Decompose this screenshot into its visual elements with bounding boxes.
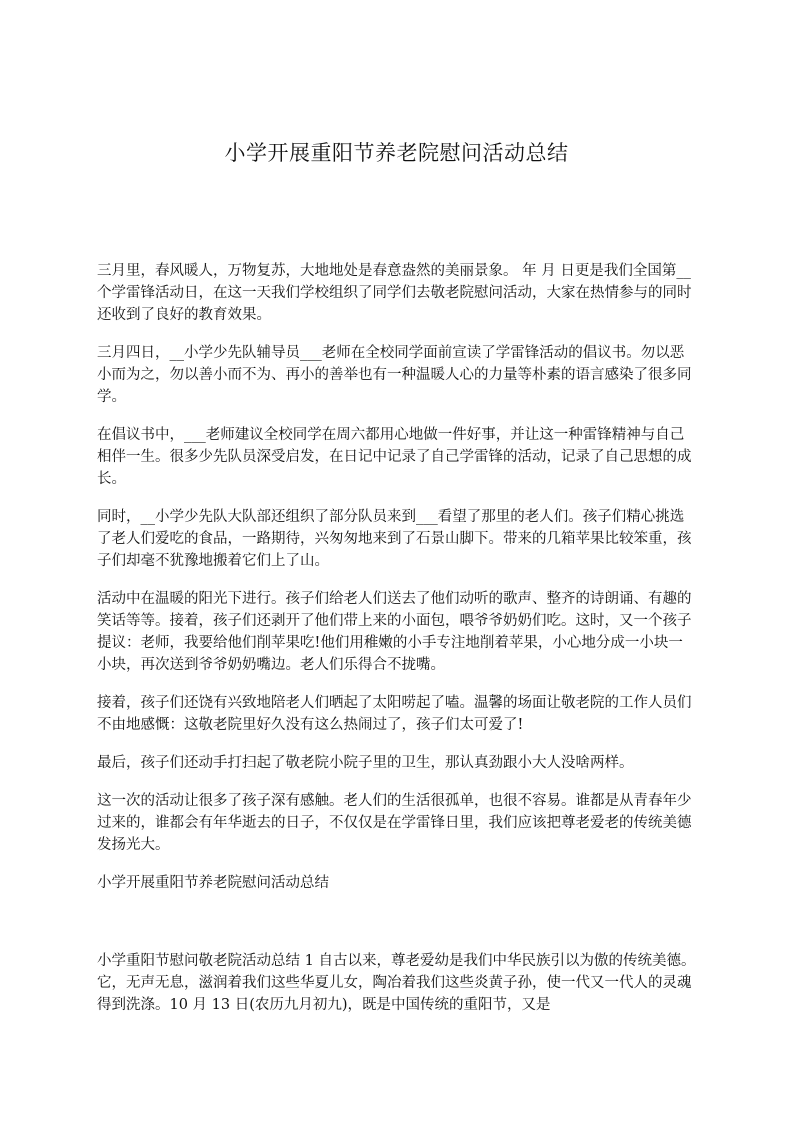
section-subtitle: 小学开展重阳节养老院慰问活动总结 [97,875,329,891]
paragraph-3: 在倡议书中，___老师建议全校同学在周六都用心地做一件好事，并让这一种雷锋精神与自己相伴一生。很多少先队员深受启发，在日记中记录了自己学雷锋的活动，记录了自己思想的成长。 [97,427,692,487]
paragraph-7: 最后，孩子们还动手打扫起了敬老院小院子里的卫生，那认真劲跟小大人没啥两样。 [97,755,634,771]
paragraph-6: 接着，孩子们还饶有兴致地陪老人们晒起了太阳唠起了嗑。温馨的场面让敬老院的工作人员们不由地感慨：这敬老院里好久没有这么热闹过了，孩子们太可爱了! [97,695,692,733]
paragraph-8: 这一次的活动让很多了孩子深有感触。老人们的生活很孤单，也很不容易。谁都是从青春年少过来的，谁都会有年华逝去的日子，不仅仅是在学雷锋日里，我们应该把尊老爱老的传统美德发扬光大。 [97,793,692,853]
document-title: 小学开展重阳节养老院慰问活动总结 [224,141,569,165]
paragraph-final: 小学重阳节慰问敬老院活动总结 1 自古以来，尊老爱幼是我们中华民族引以为傲的传统美德。它，无声无息，滋润着我们这些华夏儿女，陶冶着我们这些炎黄子孙，使一代又一代人的灵魂得到洗涤。10 月 13 日(农历九月初九)，既是中国传统的重阳节，又是 [97,953,696,1013]
document-body [97,260,697,1032]
paragraph-4: 同时，__小学少先队大队部还组织了部分队员来到___看望了那里的老人们。孩子们精心挑选了老人们爱吃的食品，一路期待，兴匆匆地来到了石景山脚下。带来的几箱苹果比较笨重，孩子们却毫不犹豫地搬着它们上了山。 [97,509,692,569]
paragraph-1: 三月里，春风暖人，万物复苏，大地地处是春意盎然的美丽景象。 年 月 日更是我们全国第__个学雷锋活动日，在这一天我们学校组织了同学们去敬老院慰问活动，大家在热情参与的同时还收到了良好的教育效果。 [97,263,692,323]
paragraph-5: 活动中在温暖的阳光下进行。孩子们给老人们送去了他们动听的歌声、整齐的诗朗诵、有趣的笑话等等。接着，孩子们还剥开了他们带上来的小面包，喂爷爷奶奶们吃。这时，又一个孩子提议：老师，我要给他们削苹果吃!他们用稚嫩的小手专注地削着苹果，小心地分成一小块一小块，再次送到爷爷奶奶嘴边。老人们乐得合不拢嘴。 [97,591,692,673]
paragraph-2: 三月四日，__小学少先队辅导员___老师在全校同学面前宣读了学雷锋活动的倡议书。勿以恶小而为之，勿以善小而不为、再小的善举也有一种温暖人心的力量等朴素的语言感染了很多同学。 [97,345,692,405]
section-spacer [97,894,697,950]
